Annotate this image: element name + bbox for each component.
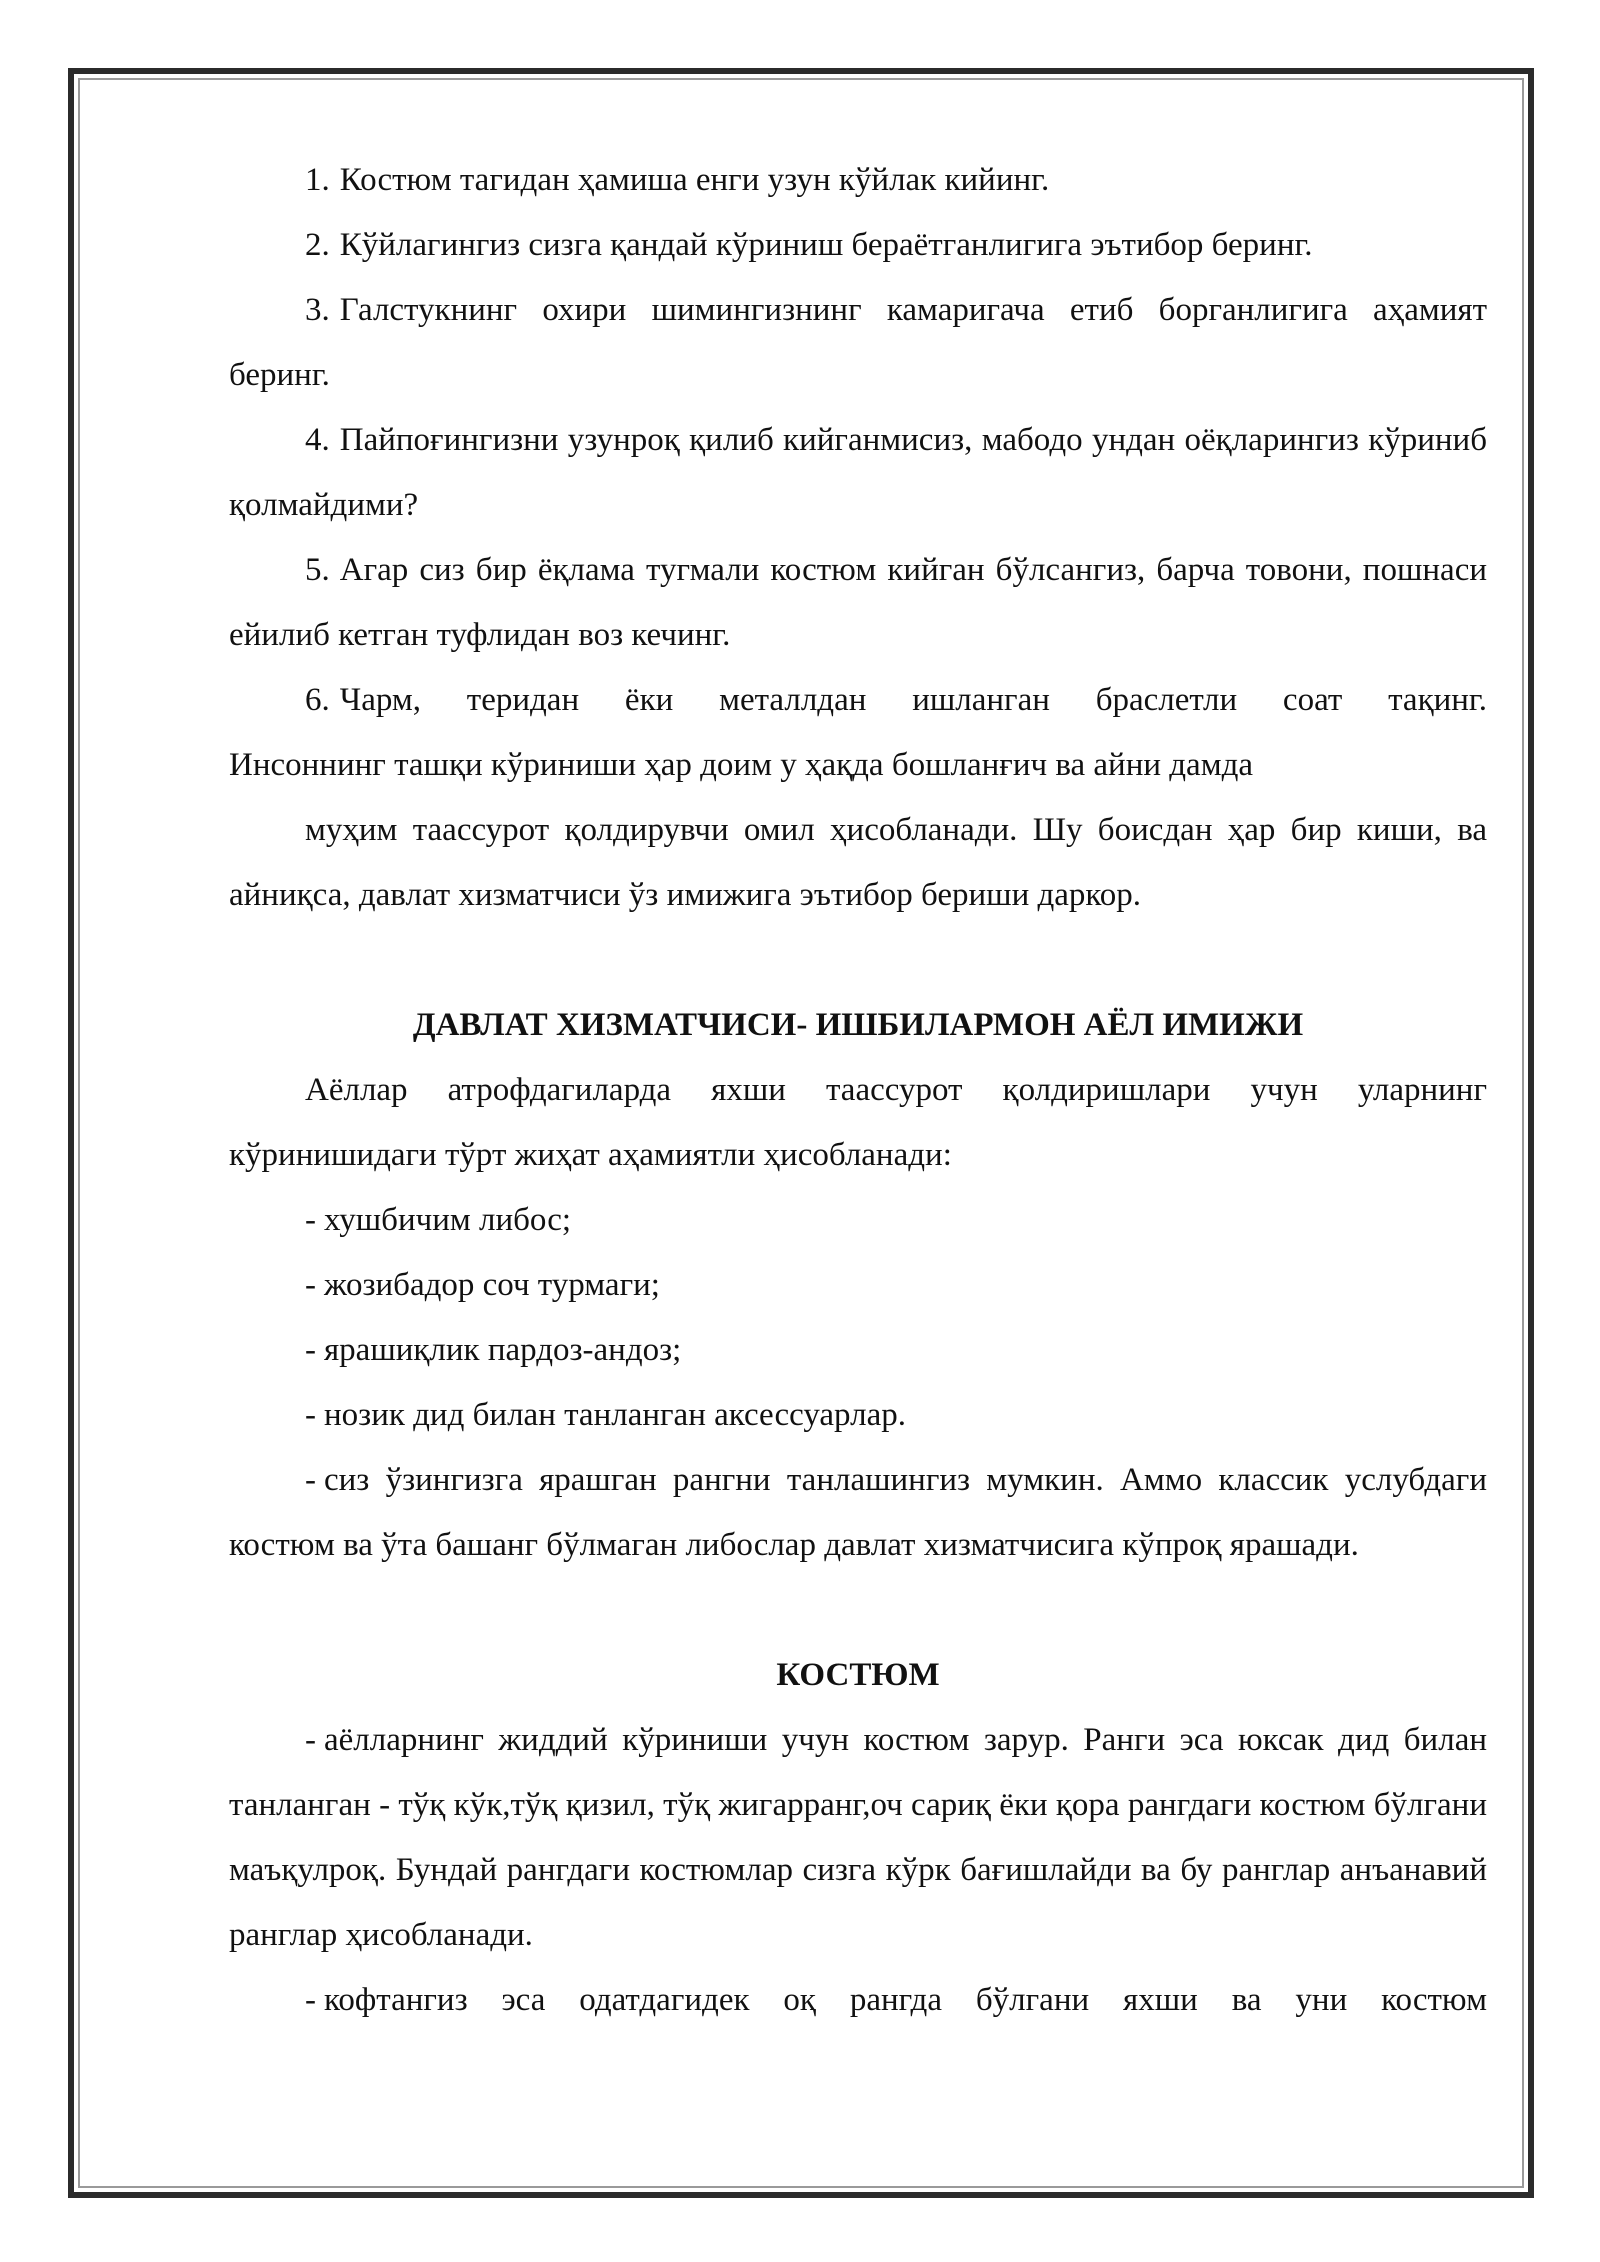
spacer [229, 1578, 1487, 1643]
list-item: 2. Кўйлагингиз сизга қандай кўриниш бераётганлигига эътибор беринг. [305, 227, 1313, 263]
bullet-item: - сиз ўзингизга ярашган рангни танлашингиз мумкин. Аммо классик услубдаги костюм ва ўта башанг бўлмаган либослар давлат хизматчисига кўпроқ ярашади. [229, 1462, 1487, 1563]
list-item: 3. Галстукнинг охири шимингизнинг камаригача етиб борганлигига аҳамият беринг. [229, 292, 1487, 393]
spacer [229, 928, 1487, 993]
document-body [229, 148, 1487, 2033]
list-item: 1. Костюм тагидан ҳамиша енги узун кўйлак кийинг. [305, 162, 1050, 198]
section-heading: КОСТЮМ [776, 1657, 940, 1693]
list-item: 6. Чарм, теридан ёки металлдан ишланган браслетли соат тақинг. [305, 682, 1487, 718]
paragraph: Аёллар атрофдагиларда яхши таассурот қолдиришлари учун уларнинг кўринишидаги тўрт жиҳат аҳамиятли ҳисобланади: [229, 1072, 1487, 1173]
bullet-item: - кофтангиз эса одатдагидек оқ рангда бўлгани яхши ва уни костюм [305, 1982, 1487, 2018]
bullet-item: - хушбичим либос; [305, 1202, 572, 1238]
list-item: 4. Пайпоғингизни узунроқ қилиб кийганмисиз, мабодо ундан оёқларингиз кўриниб қолмайдими? [229, 422, 1487, 523]
paragraph: муҳим таассурот қолдирувчи омил ҳисобланади. Шу боисдан ҳар бир киши, ва айниқса, давлат хизматчиси ўз имижига эътибор бериши даркор. [229, 812, 1487, 913]
list-item: 5. Агар сиз бир ёқлама тугмали костюм кийган бўлсангиз, барча товони, пошнаси ейилиб кетган туфлидан воз кечинг. [229, 552, 1487, 653]
section-heading: ДАВЛАТ ХИЗМАТЧИСИ- ИШБИЛАРМОН АЁЛ ИМИЖИ [412, 1007, 1304, 1043]
bullet-item: - аёлларнинг жиддий кўриниши учун костюм зарур. Ранги эса юксак дид билан танланган - тўқ кўк,тўқ қизил, тўқ жигарранг,оч сариқ ёки қора рангдаги костюм бўлгани маъқулроқ. Бундай рангдаги костюмлар сизга кўрк бағишлайди ва бу ранглар анъанавий ранглар ҳисобланади. [229, 1722, 1487, 1953]
bullet-item: - нозик дид билан танланган аксессуарлар. [305, 1397, 906, 1433]
paragraph-line: Инсоннинг ташқи кўриниши ҳар доим у ҳақда бошланғич ва айни дамда [229, 747, 1254, 783]
bullet-item: - жозибадор соч турмаги; [305, 1267, 660, 1303]
bullet-item: - ярашиқлик пардоз-андоз; [305, 1332, 682, 1368]
